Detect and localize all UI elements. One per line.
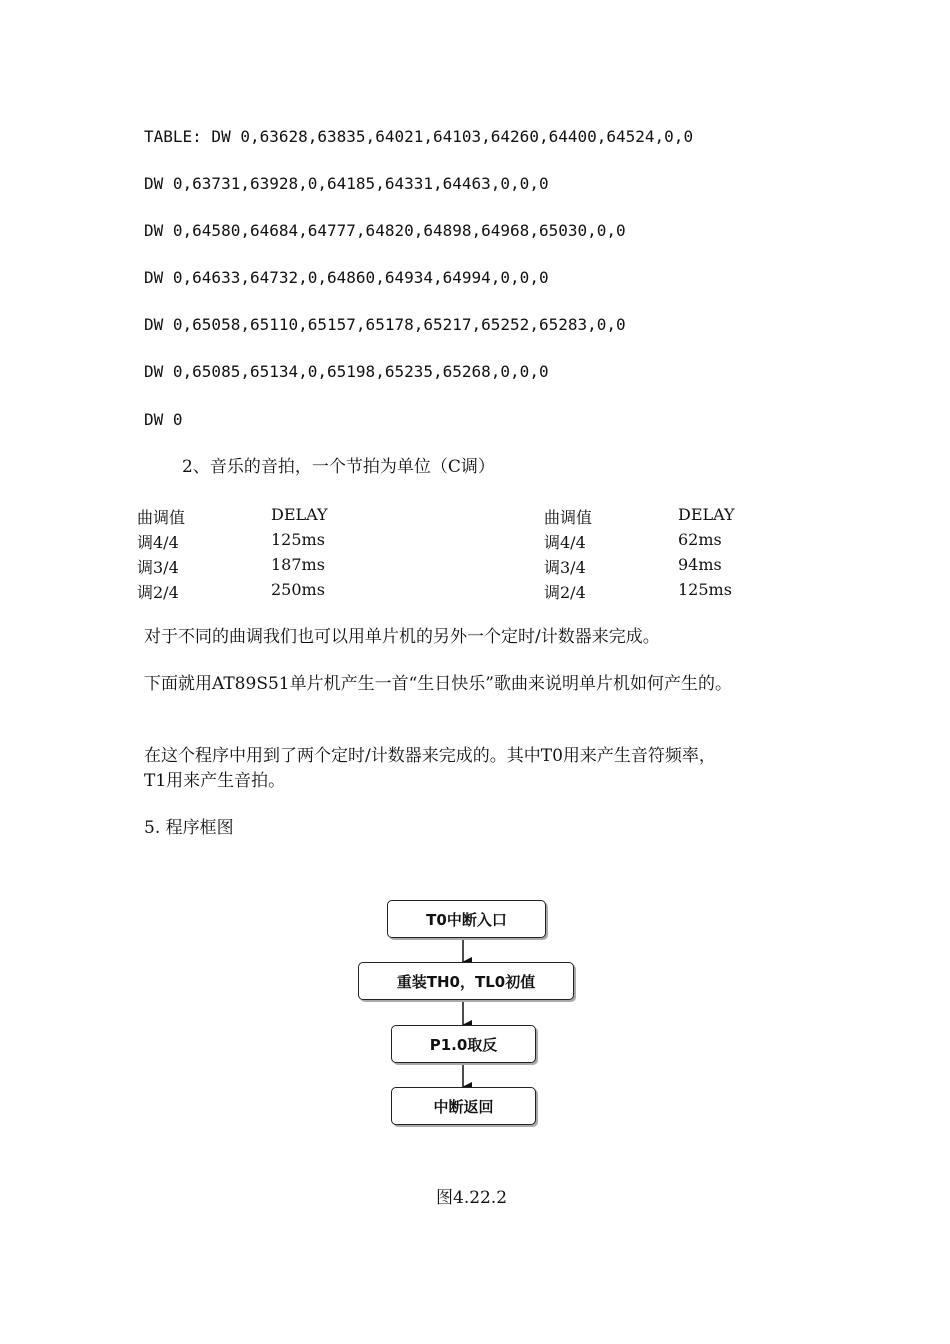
- table-header-col2: DELAY: [271, 505, 328, 524]
- table-cell: 250ms: [271, 580, 325, 599]
- table-cell: 187ms: [271, 555, 325, 574]
- flow-step-toggle-pin: P1.0取反: [391, 1025, 536, 1063]
- paragraph-3-line-2: T1用来产生音拍。: [144, 771, 286, 791]
- code-line-7: DW 0: [144, 410, 183, 429]
- table-cell: 94ms: [678, 555, 722, 574]
- code-line-2: DW 0,63731,63928,0,64185,64331,64463,0,0,0: [144, 174, 549, 193]
- code-line-6: DW 0,65085,65134,0,65198,65235,65268,0,0,0: [144, 362, 549, 381]
- flow-step-interrupt-return: 中断返回: [391, 1087, 536, 1125]
- table-header-col2: DELAY: [678, 505, 735, 524]
- table-cell: 调3/4: [137, 558, 179, 577]
- flow-step-reload-timer: 重装TH0，TL0初值: [358, 962, 574, 1000]
- table-header-col1: 曲调值: [137, 508, 186, 527]
- table-cell: 125ms: [271, 530, 325, 549]
- section-heading: 2、音乐的音拍，一个节拍为单位（C调）: [182, 457, 495, 477]
- table-cell: 调3/4: [544, 558, 586, 577]
- code-line-5: DW 0,65058,65110,65157,65178,65217,65252,65283,0,0: [144, 315, 626, 334]
- flow-heading: 5. 程序框图: [144, 818, 234, 838]
- table-cell: 62ms: [678, 530, 722, 549]
- table-cell: 调2/4: [137, 583, 179, 602]
- code-line-3: DW 0,64580,64684,64777,64820,64898,64968,65030,0,0: [144, 221, 626, 240]
- paragraph-3-line-1: 在这个程序中用到了两个定时/计数器来完成的。其中T0用来产生音符频率，: [144, 746, 716, 766]
- table-cell: 调4/4: [544, 533, 586, 552]
- table-cell: 125ms: [678, 580, 732, 599]
- paragraph-2: 下面就用AT89S51单片机产生一首“生日快乐”歌曲来说明单片机如何产生的。: [144, 674, 732, 694]
- code-line-1: TABLE: DW 0,63628,63835,64021,64103,64260,64400,64524,0,0: [144, 127, 694, 146]
- figure-caption: 图4.22.2: [436, 1188, 508, 1208]
- table-header-col1: 曲调值: [544, 508, 593, 527]
- flow-step-interrupt-entry: T0中断入口: [387, 900, 546, 938]
- table-cell: 调4/4: [137, 533, 179, 552]
- code-line-4: DW 0,64633,64732,0,64860,64934,64994,0,0,0: [144, 268, 549, 287]
- table-cell: 调2/4: [544, 583, 586, 602]
- paragraph-1: 对于不同的曲调我们也可以用单片机的另外一个定时/计数器来完成。: [144, 627, 660, 647]
